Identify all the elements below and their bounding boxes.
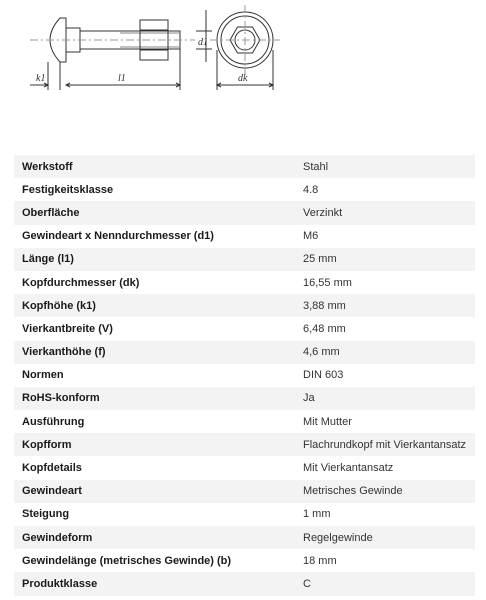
spec-key: Festigkeitsklasse [14,178,295,201]
spec-value: DIN 603 [295,364,475,387]
spec-row [14,201,475,224]
spec-row [14,456,475,479]
spec-row [14,549,475,572]
spec-row [14,503,475,526]
spec-key: Kopfdurchmesser (dk) [14,271,295,294]
spec-key: Gewindelänge (metrisches Gewinde) (b) [14,549,295,572]
spec-row [14,178,475,201]
spec-value: Regelgewinde [295,526,475,549]
spec-value: Mit Mutter [295,410,475,433]
spec-value: 25 mm [295,248,475,271]
spec-key: Normen [14,364,295,387]
spec-key: Vierkanthöhe (f) [14,341,295,364]
spec-key: Gewindeform [14,526,295,549]
spec-key: Gewindeart [14,480,295,503]
spec-row [14,155,475,178]
spec-row [14,317,475,340]
spec-value: Stahl [295,155,475,178]
spec-row [14,364,475,387]
spec-key: Länge (l1) [14,248,295,271]
spec-value: 6,48 mm [295,317,475,340]
label-k1: k1 [36,73,46,84]
spec-row [14,387,475,410]
spec-key: Werkstoff [14,155,295,178]
label-dk: dk [238,73,248,84]
spec-row [14,341,475,364]
spec-value: Metrisches Gewinde [295,480,475,503]
spec-value: 18 mm [295,549,475,572]
spec-key: Vierkantbreite (V) [14,317,295,340]
spec-value: M6 [295,225,475,248]
spec-row [14,480,475,503]
label-d1: d1 [198,37,208,48]
spec-value: Verzinkt [295,201,475,224]
spec-value: 4,6 mm [295,341,475,364]
spec-key: Gewindeart x Nenndurchmesser (d1) [14,225,295,248]
spec-key: Kopfdetails [14,456,295,479]
spec-value: 4.8 [295,178,475,201]
spec-key: Kopfhöhe (k1) [14,294,295,317]
technical-drawing [0,0,486,100]
spec-key: Kopfform [14,433,295,456]
spec-key: Oberfläche [14,201,295,224]
spec-value: 3,88 mm [295,294,475,317]
spec-row [14,433,475,456]
spec-value: 16,55 mm [295,271,475,294]
spec-value: Mit Vierkantansatz [295,456,475,479]
spec-key: Ausführung [14,410,295,433]
spec-value: 1 mm [295,503,475,526]
spec-row [14,225,475,248]
spec-row [14,572,475,595]
label-l1: l1 [118,73,126,84]
spec-value: Flachrundkopf mit Vierkantansatz [295,433,475,456]
spec-row [14,410,475,433]
spec-row [14,248,475,271]
spec-key: RoHS-konform [14,387,295,410]
spec-value: C [295,572,475,595]
spec-key: Steigung [14,503,295,526]
spec-key: Produktklasse [14,572,295,595]
spec-row [14,526,475,549]
bolt-drawing-svg [0,0,486,100]
specification-table [14,155,475,596]
spec-value: Ja [295,387,475,410]
spec-row [14,294,475,317]
spec-row [14,271,475,294]
